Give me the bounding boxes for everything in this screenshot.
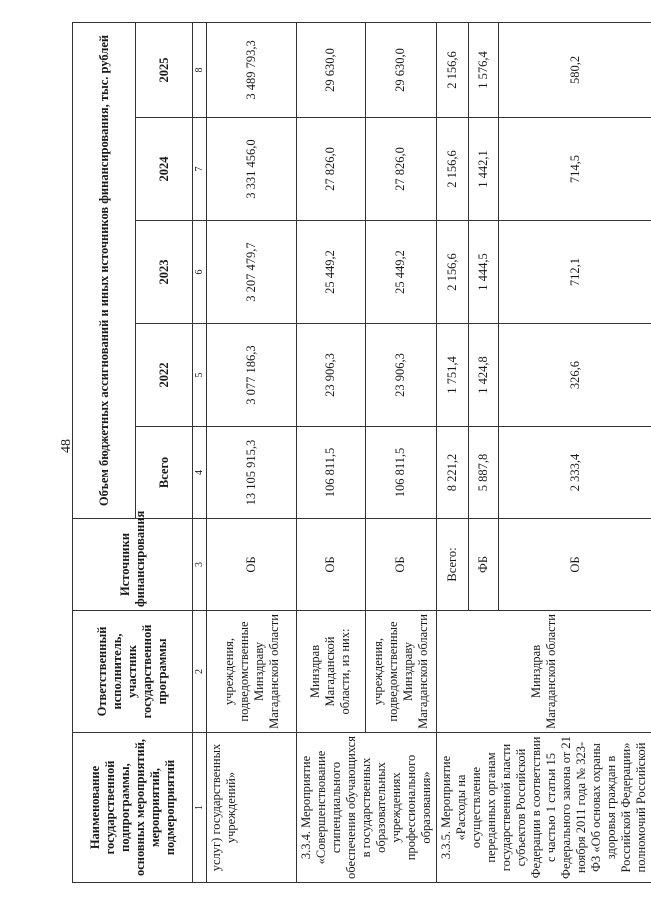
col-number-6: 6 bbox=[193, 221, 207, 324]
row-2023: 2 156,6 bbox=[437, 221, 469, 324]
row-2025: 1 576,4 bbox=[468, 22, 498, 117]
header-2024: 2024 bbox=[136, 118, 193, 221]
row-name: услуг) государственных учреждений» bbox=[207, 733, 297, 883]
header-2023: 2023 bbox=[136, 221, 193, 324]
row-2024: 714,5 bbox=[499, 118, 651, 221]
row-source: ОБ bbox=[297, 519, 366, 611]
row-2024: 27 826,0 bbox=[297, 118, 366, 221]
row-executor: Минздрав Магаданской области, из них: bbox=[297, 611, 366, 733]
header-2025: 2025 bbox=[136, 22, 193, 117]
header-2022: 2022 bbox=[136, 324, 193, 427]
row-source: ФБ bbox=[468, 519, 498, 611]
row-name: 3.3.4. Мероприятие «Совершенствование стипендиального обеспечения обучающихся в государственных образовательных учреждениях профессионального образования» bbox=[297, 733, 437, 883]
header-executor: Ответственный исполнитель, участник государственной программы bbox=[73, 611, 193, 733]
table-row bbox=[207, 22, 297, 882]
row-2023: 1 444,5 bbox=[468, 221, 498, 324]
col-number-7: 7 bbox=[193, 118, 207, 221]
row-executor: Минздрав Магаданской области bbox=[437, 611, 651, 733]
row-total: 8 221,2 bbox=[437, 427, 469, 519]
row-2024: 3 331 456,0 bbox=[207, 118, 297, 221]
row-2024: 27 826,0 bbox=[365, 118, 436, 221]
row-2023: 25 449,2 bbox=[297, 221, 366, 324]
col-number-4: 4 bbox=[193, 427, 207, 519]
row-executor: учреждения, подведомственные Минздраву Магаданской области bbox=[365, 611, 436, 733]
row-2023: 3 207 479,7 bbox=[207, 221, 297, 324]
row-2022: 326,6 bbox=[499, 324, 651, 427]
table-row bbox=[437, 22, 469, 882]
row-2023: 712,1 bbox=[499, 221, 651, 324]
row-2022: 23 906,3 bbox=[365, 324, 436, 427]
page-number: 48 bbox=[59, 439, 74, 453]
row-2023: 25 449,2 bbox=[365, 221, 436, 324]
row-executor: учреждения, подведомственные Минздраву Магаданской области bbox=[207, 611, 297, 733]
rotated-table-container bbox=[72, 23, 648, 883]
table-row bbox=[297, 22, 366, 882]
row-2025: 3 489 793,3 bbox=[207, 22, 297, 117]
row-source: ОБ bbox=[365, 519, 436, 611]
row-2022: 3 077 186,3 bbox=[207, 324, 297, 427]
row-2022: 1 751,4 bbox=[437, 324, 469, 427]
row-total: 106 811,5 bbox=[365, 427, 436, 519]
row-name: 3.3.5. Мероприятие «Расходы на осуществление переданных органам государственной власти субъектов Российской Федерации в соответствии с частью 1 статьи 15 Федерального закона от 21 ноября 2011 года № 323-ФЗ «Об основах охраны здоровья граждан в Российской Федерации» полномочий Российской bbox=[437, 733, 651, 883]
row-2022: 1 424,8 bbox=[468, 324, 498, 427]
row-2025: 2 156,6 bbox=[437, 22, 469, 117]
row-2024: 2 156,6 bbox=[437, 118, 469, 221]
header-source: Источники финансирования bbox=[73, 519, 193, 611]
col-number-1: 1 bbox=[193, 733, 207, 883]
row-2025: 29 630,0 bbox=[365, 22, 436, 117]
header-name: Наименование государственной подпрограммы, основных мероприятий, мероприятий, подмероприятий bbox=[73, 733, 193, 883]
row-2025: 29 630,0 bbox=[297, 22, 366, 117]
header-volume: Объем бюджетных ассигнований и иных источников финансирования, тыс. рублей bbox=[73, 22, 136, 518]
financing-table bbox=[72, 22, 651, 883]
row-source: ОБ bbox=[207, 519, 297, 611]
row-total: 5 887,8 bbox=[468, 427, 498, 519]
col-number-2: 2 bbox=[193, 611, 207, 733]
row-source: ОБ bbox=[499, 519, 651, 611]
col-number-8: 8 bbox=[193, 22, 207, 117]
row-2025: 580,2 bbox=[499, 22, 651, 117]
row-total: 13 105 915,3 bbox=[207, 427, 297, 519]
row-source: Всего: bbox=[437, 519, 469, 611]
row-total: 2 333,4 bbox=[499, 427, 651, 519]
row-total: 106 811,5 bbox=[297, 427, 366, 519]
col-number-3: 3 bbox=[193, 519, 207, 611]
row-2022: 23 906,3 bbox=[297, 324, 366, 427]
col-number-5: 5 bbox=[193, 324, 207, 427]
header-total: Всего bbox=[136, 427, 193, 519]
row-2024: 1 442,1 bbox=[468, 118, 498, 221]
